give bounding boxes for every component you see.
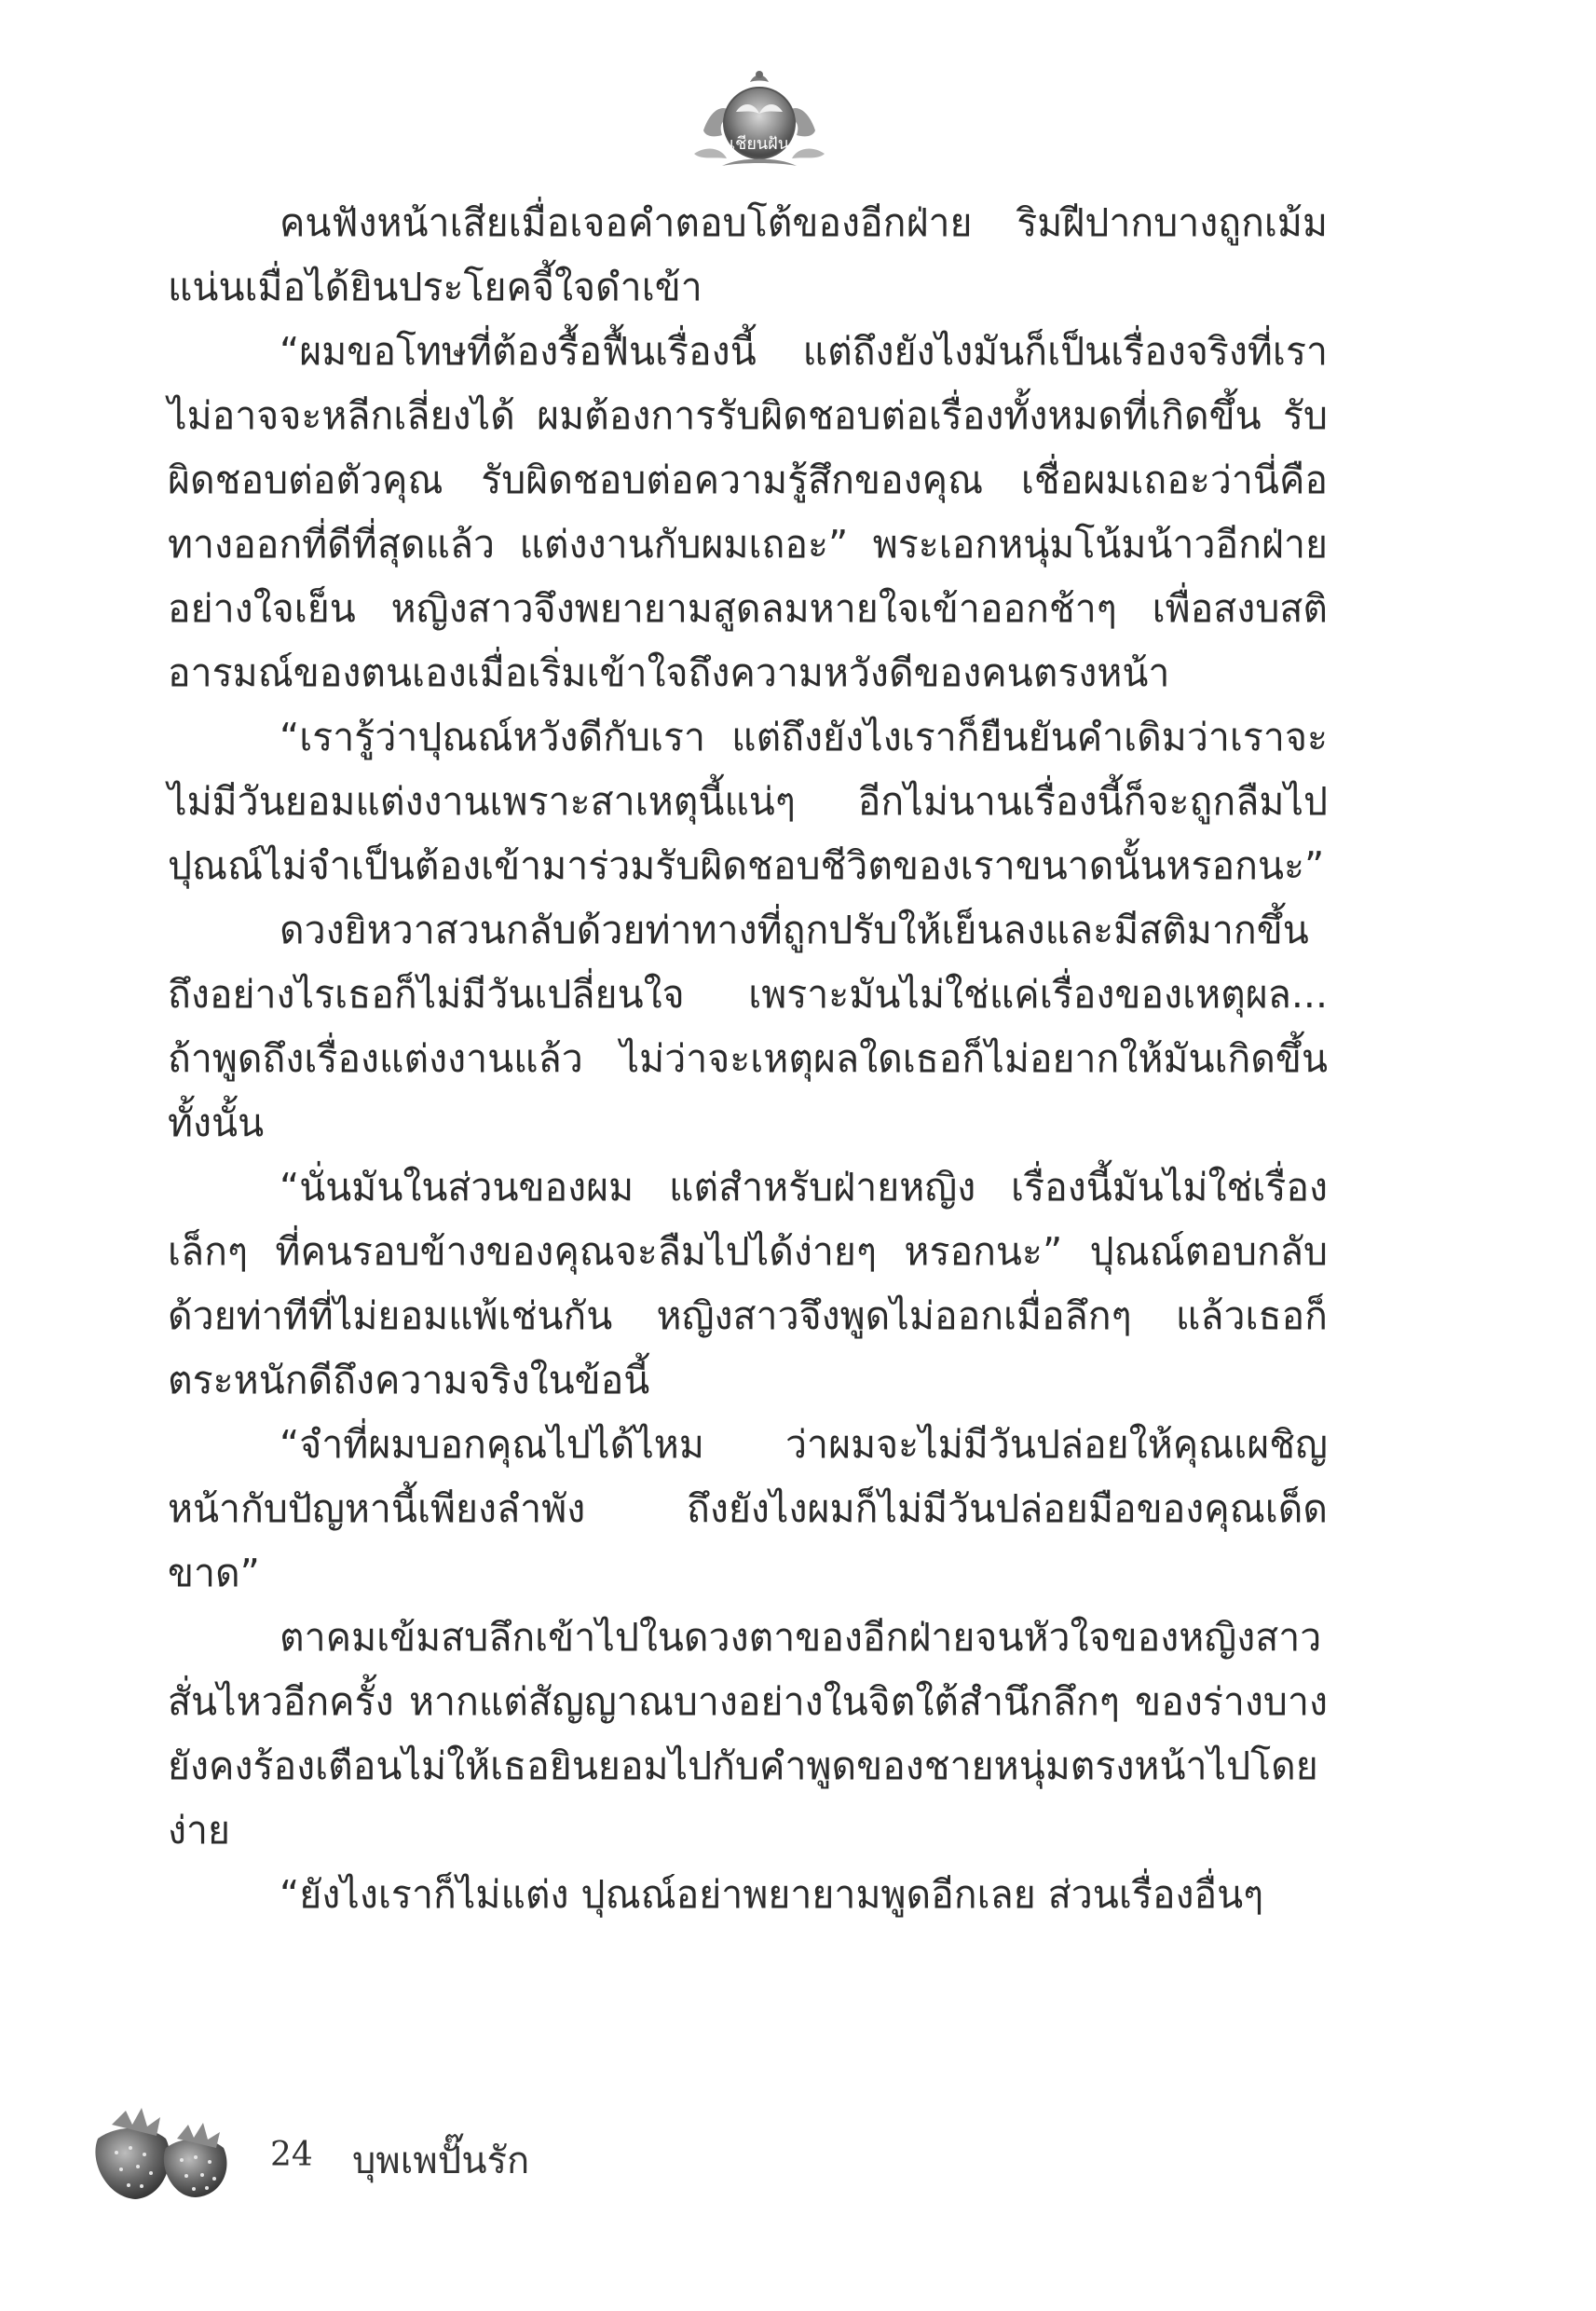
book-title: บุพเพปั๊นรัก	[352, 2140, 530, 2182]
logo-text: เชียนฝัน	[729, 134, 790, 154]
paragraph: “จำที่ผมบอกคุณไปได้ไหม ว่าผมจะไม่มีวันปล่อยให้คุณเผชิญหน้ากับปัญหานี้เพียงลำพัง ถึงยังไงผมก็ไม่มีวันปล่อยมือของคุณเด็ดขาด”	[168, 1422, 1328, 1595]
strawberry-icon	[84, 2097, 242, 2204]
paragraph: “นั่นมันในส่วนของผม แต่สำหรับฝ่ายหญิง เรื่องนี้มันไม่ใช่เรื่องเล็กๆ ที่คนรอบข้างของคุณจะลืมไปได้ง่ายๆ หรอกนะ” ปุณณ์ตอบกลับด้วยท่าทีที่ไม่ยอมแพ้เช่นกัน หญิงสาวจึงพูดไม่ออกเมื่อลึกๆ แล้วเธอก็ตระหนักดีถึงความจริงในข้อนี้	[168, 1165, 1328, 1402]
header-logo	[685, 65, 834, 177]
page-number: 24	[270, 2136, 313, 2174]
paragraph: “ยังไงเราก็ไม่แต่ง ปุณณ์อย่าพยายามพูดอีกเลย ส่วนเรื่องอื่นๆ	[280, 1872, 1264, 1917]
page-footer	[84, 2097, 736, 2208]
paragraph: ดวงยิหวาสวนกลับด้วยท่าทางที่ถูกปรับให้เย็นลงและมีสติมากขึ้น ถึงอย่างไรเธอก็ไม่มีวันเปลี่ยนใจ เพราะมันไม่ใช่แค่เรื่องของเหตุผล... ถ้าพูดถึงเรื่องแต่งงานแล้ว ไม่ว่าจะเหตุผลใดเธอก็ไม่อยากให้มันเกิดขึ้นทั้งนั้น	[168, 908, 1328, 1145]
crest-ornament-icon	[685, 65, 834, 177]
body-text	[168, 191, 1328, 1927]
paragraph: คนฟังหน้าเสียเมื่อเจอคำตอบโต้ของอีกฝ่าย ริมฝีปากบางถูกเม้มแน่นเมื่อได้ยินประโยคจี้ใจดำเข้า	[168, 200, 1328, 309]
paragraph: “เรารู้ว่าปุณณ์หวังดีกับเรา แต่ถึงยังไงเราก็ยืนยันคำเดิมว่าเราจะไม่มีวันยอมแต่งงานเพราะสาเหตุนี้แน่ๆ อีกไม่นานเรื่องนี้ก็จะถูกลืมไป ปุณณ์ไม่จำเป็นต้องเข้ามาร่วมรับผิดชอบชีวิตของเราขนาดนั้นหรอกนะ”	[168, 715, 1328, 888]
paragraph: ตาคมเข้มสบลึกเข้าไปในดวงตาของอีกฝ่ายจนหัวใจของหญิงสาวสั่นไหวอีกครั้ง หากแต่สัญญาณบางอย่างในจิตใต้สำนึกลึกๆ ของร่างบางยังคงร้องเตือนไม่ให้เธอยินยอมไปกับคำพูดของชายหนุ่มตรงหน้าไปโดยง่าย	[168, 1615, 1328, 1853]
paragraph: “ผมขอโทษที่ต้องรื้อฟื้นเรื่องนี้ แต่ถึงยังไงมันก็เป็นเรื่องจริงที่เราไม่อาจจะหลีกเลี่ยงได้ ผมต้องการรับผิดชอบต่อเรื่องทั้งหมดที่เกิดขึ้น รับผิดชอบต่อตัวคุณ รับผิดชอบต่อความรู้สึกของคุณ เชื่อผมเถอะว่านี่คือทางออกที่ดีที่สุดแล้ว แต่งงานกับผมเถอะ” พระเอกหนุ่มโน้มน้าวอีกฝ่ายอย่างใจเย็น หญิงสาวจึงพยายามสูดลมหายใจเข้าออกช้าๆ เพื่อสงบสติอารมณ์ของตนเองเมื่อเริ่มเข้าใจถึงความหวังดีของคนตรงหน้า	[168, 329, 1328, 695]
